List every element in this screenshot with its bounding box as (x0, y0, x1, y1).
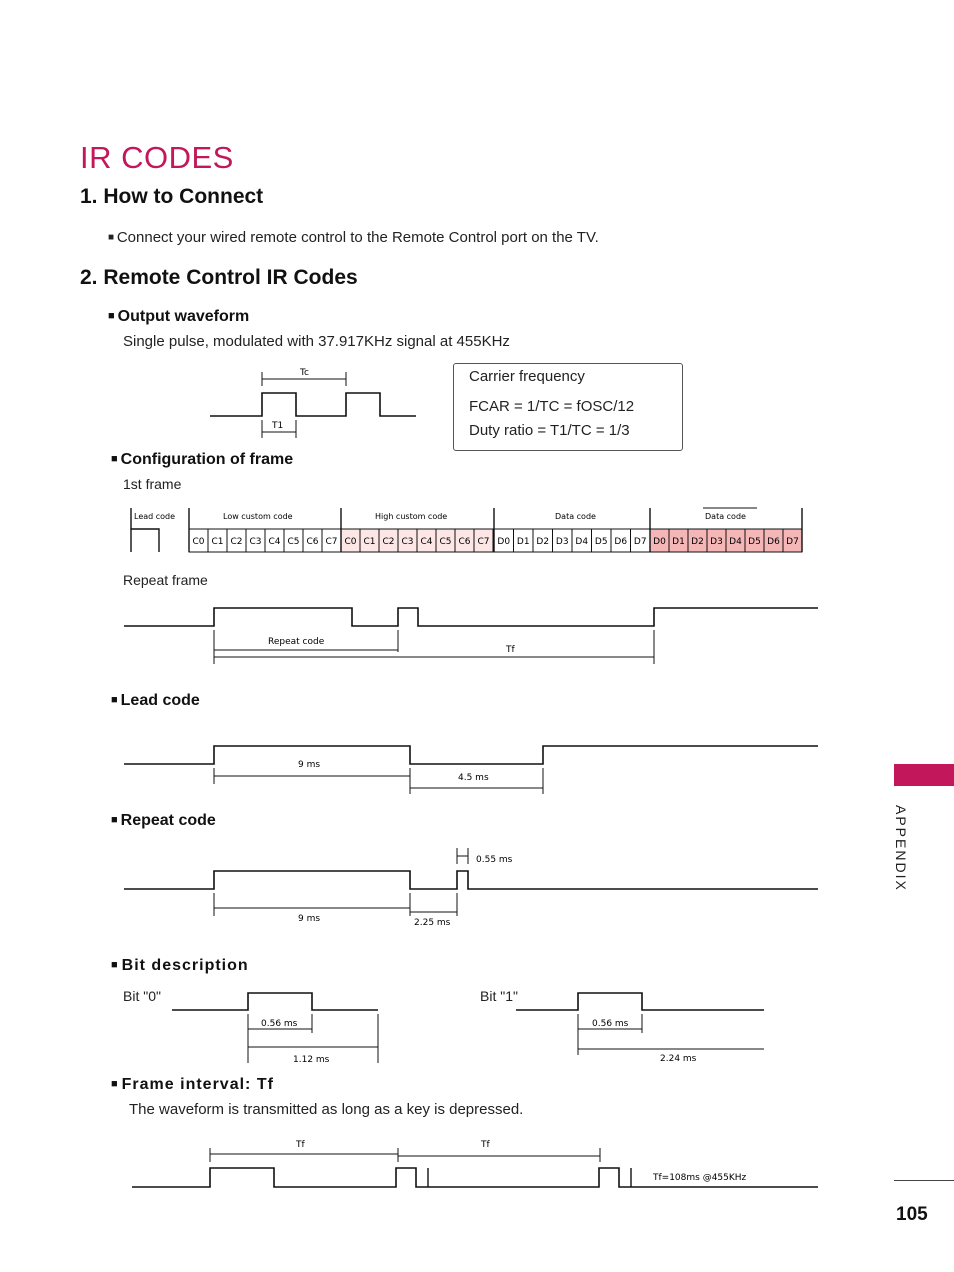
subheading-output-waveform (108, 308, 249, 326)
bullet-square-icon: ■ (111, 959, 119, 971)
bit-cell-label: C0 (192, 537, 205, 547)
connect-bullet (108, 229, 599, 246)
section-heading-ir-codes: 2. Remote Control IR Codes (80, 266, 358, 289)
output-waveform-label: Output waveform (117, 308, 250, 325)
subheading-frame-interval (111, 1076, 274, 1094)
frame-interval-desc: The waveform is transmitted as long as a key is depressed. (129, 1101, 524, 1118)
bit-cell-label: D6 (767, 537, 780, 547)
repeat-code-span-label: Repeat code (268, 637, 325, 647)
repeat-9ms-label: 9 ms (298, 914, 321, 924)
bit-cell-label: C5 (439, 537, 452, 547)
first-frame-label: 1st frame (123, 476, 182, 492)
bit1-diagram (512, 985, 772, 1067)
carrier-frequency-box (453, 363, 683, 451)
bit0-label: Bit "0" (123, 988, 161, 1004)
carrier-line1: Carrier frequency (469, 368, 585, 385)
output-waveform-diagram (200, 360, 430, 440)
bit1-label: Bit "1" (480, 988, 518, 1004)
bit-cell-label: D5 (594, 537, 608, 547)
bullet-square-icon: ■ (111, 814, 118, 826)
repeat-0-55ms-label: 0.55 ms (476, 855, 513, 865)
section-heading-how-to-connect: 1. How to Connect (80, 185, 264, 208)
group-label-data-inverted: Data code (705, 512, 746, 521)
bit-cell-label: C4 (268, 537, 281, 547)
bullet-square-icon: ■ (111, 694, 118, 706)
subheading-configuration-of-frame (111, 451, 293, 469)
bit-cell-label: D2 (691, 537, 704, 547)
output-waveform-desc: Single pulse, modulated with 37.917KHz signal at 455KHz (123, 333, 510, 350)
frame-configuration-diagram (125, 502, 810, 558)
bit-cell-label: C2 (230, 537, 243, 547)
carrier-line3: Duty ratio = T1/TC = 1/3 (469, 422, 630, 439)
bit-cell-label: D0 (653, 537, 666, 547)
bit-cell-label: D3 (710, 537, 723, 547)
frame-interval-diagram (128, 1134, 823, 1194)
bit-cell-label: C2 (382, 537, 395, 547)
group-label-lead: Lead code (134, 512, 176, 521)
bit-cell-label: D2 (536, 537, 550, 547)
subheading-lead-code (111, 692, 200, 710)
frame-label: Configuration of frame (120, 451, 294, 468)
bit-cell-label: C0 (344, 537, 357, 547)
page-number: 105 (896, 1204, 928, 1225)
bit-cell-label: D7 (786, 537, 799, 547)
repeat-frame-label: Repeat frame (123, 572, 208, 588)
tc-label: Tc (300, 368, 309, 378)
tf-span-label: Tf (506, 645, 515, 655)
bit-cell-label: D0 (497, 537, 511, 547)
bit-cell-label: D4 (575, 537, 589, 547)
repeat-2-25ms-label: 2.25 ms (414, 918, 451, 928)
group-label-high-custom: High custom code (375, 512, 448, 521)
bit-cell-label: C3 (401, 537, 414, 547)
bit-cell-label: D1 (516, 537, 530, 547)
subheading-bit-description (111, 957, 249, 975)
bit-cell-label: C6 (458, 537, 471, 547)
lead-code-label: Lead code (120, 692, 200, 709)
connect-bullet-text: Connect your wired remote control to the Remote Control port on the TV. (116, 229, 599, 246)
bit-cell-label: C5 (287, 537, 300, 547)
bit-cell-label: D1 (672, 537, 685, 547)
bit-cell-label: C7 (325, 537, 338, 547)
repeat-frame-diagram (120, 600, 820, 670)
bit-cell-label: C6 (306, 537, 319, 547)
appendix-tab-marker (894, 764, 954, 786)
bit0-diagram (168, 985, 383, 1067)
bullet-square-icon: ■ (108, 232, 117, 243)
bit-cell-label: C7 (477, 537, 490, 547)
repeat-code-diagram (120, 842, 820, 932)
carrier-line2: FCAR = 1/TC = fOSC/12 (469, 398, 635, 415)
group-label-data: Data code (555, 512, 596, 521)
repeat-code-label: Repeat code (120, 812, 216, 829)
group-label-low-custom: Low custom code (223, 512, 293, 521)
lead-code-diagram (120, 738, 820, 798)
bit-cell-label: C1 (211, 537, 224, 547)
page-number-rule (894, 1180, 954, 1181)
bit-description-label: Bit description (121, 957, 249, 974)
subheading-repeat-code (111, 812, 216, 830)
bit1-period-label: 2.24 ms (660, 1054, 697, 1064)
bit-cell-label: D4 (729, 537, 742, 547)
bullet-square-icon: ■ (111, 1078, 119, 1090)
bit-cell-label: D3 (555, 537, 569, 547)
bit-cell-label: C3 (249, 537, 262, 547)
bullet-square-icon: ■ (108, 310, 115, 322)
bullet-square-icon: ■ (111, 453, 118, 465)
lead-4-5ms-label: 4.5 ms (458, 773, 489, 783)
bit-cell-label: C4 (420, 537, 433, 547)
bit-cell-label: D6 (614, 537, 628, 547)
appendix-side-label: APPENDIX (893, 805, 909, 892)
lead-9ms-label: 9 ms (298, 760, 321, 770)
bit0-period-label: 1.12 ms (293, 1055, 330, 1065)
bit-cell-label: D7 (633, 537, 647, 547)
t1-label: T1 (272, 421, 284, 431)
bit1-pulse-label: 0.56 ms (592, 1019, 629, 1029)
tf-label-2: Tf (481, 1140, 490, 1150)
tf-value-label: Tf=108ms @455KHz (653, 1173, 747, 1183)
tf-label-1: Tf (296, 1140, 305, 1150)
frame-interval-label: Frame interval: Tf (121, 1076, 274, 1093)
bit0-pulse-label: 0.56 ms (261, 1019, 298, 1029)
bit-cell-label: D5 (748, 537, 761, 547)
page-title: IR CODES (80, 140, 234, 175)
bit-cell-label: C1 (363, 537, 376, 547)
